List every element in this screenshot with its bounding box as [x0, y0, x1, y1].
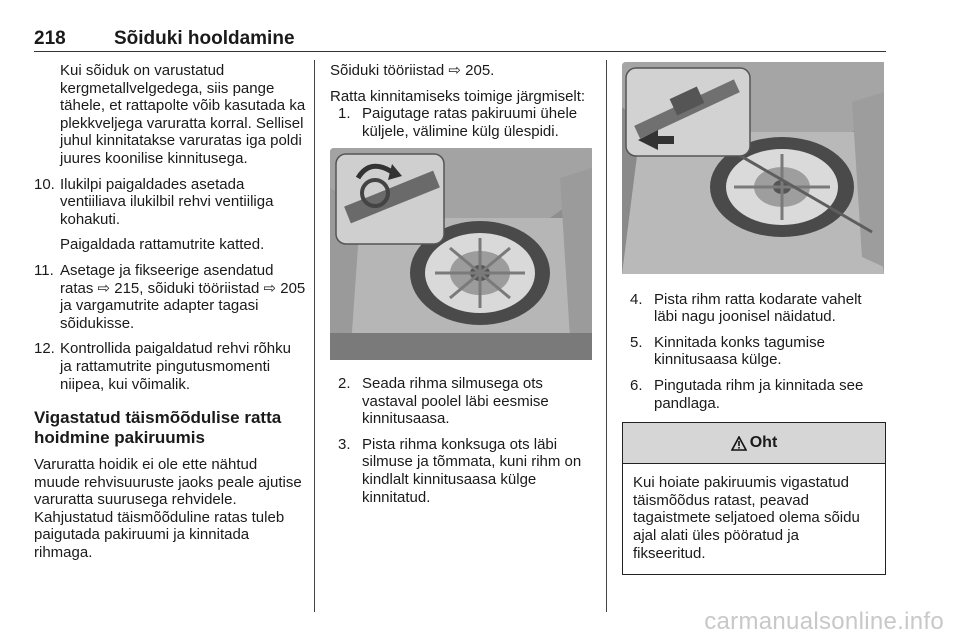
- tools-reference: Sõiduki tööriistad ⇨ 205.: [330, 62, 495, 79]
- section-paragraph: Varuratta hoidik ei ole ette nähtud muude rehvisuuruste jaoks peale ajutise varuratta suurusega rehvidele. Kahjustatud täismõõduline ratas tuleb paigutada pakiruumi ja kinnitada rihmaga.: [34, 456, 302, 562]
- list-item-10: 10. Ilukilpi paigaldades asetada ventiiliava ilukilbil rehvi ventiiliga kohakuti.: [34, 175, 274, 228]
- list-item-4: 4. Pista rihm ratta kodarate vahelt läbi nagu joonisel näidatud.: [630, 290, 862, 326]
- column-3: [622, 62, 888, 575]
- column-divider-1: [314, 60, 315, 612]
- column-divider-2: [606, 60, 607, 612]
- column-1: [34, 62, 306, 562]
- list-item-12: 12. Kontrollida paigaldatud rehvi rõhku ja rattamutrite pingutusmomenti niipea, kui võimalik.: [34, 340, 291, 393]
- warning-box: [622, 422, 886, 575]
- warning-text: Kui hoiate pakiruumis vigastatud täismõõdus ratast, peavad tagaistmete seljatoed olema sõidu ajal alati üles pööratud ja fikseeritud.: [633, 474, 860, 562]
- alloy-wheel-note: Kui sõiduk on varustatud kergmetallvelgedega, siis pange tähele, et rattapolte võib kasutada ka plekkveljega varuratta korral. Sellisel juhul kinnitatakse varuratas iga poldi juures koonilise kinnitusega.: [60, 62, 306, 167]
- column-2: [330, 62, 594, 506]
- section-heading: Vigastatud täismõõdulise ratta hoidmine pakiruumis: [34, 408, 282, 448]
- page-header: [34, 28, 886, 52]
- list-item-11: 11. Asetage ja fikseerige asendatud ratas ⇨ 215, sõiduki tööriistad ⇨ 205 ja vargamutrite adapter tagasi sõidukisse.: [34, 261, 306, 332]
- watermark: carmanualsonline.info: [704, 608, 944, 635]
- list-item-2: 2. Seada rihma silmusega ots vastaval poolel läbi eesmise kinnitusaasa.: [338, 374, 549, 428]
- strap-illustration: [622, 62, 884, 274]
- warning-triangle-icon: [731, 436, 747, 451]
- list-item-10-extra: Paigaldada rattamutrite katted.: [60, 236, 265, 254]
- list-item-1: 1. Paigutage ratas pakiruumi ühele küljele, välimine külg ülespidi.: [338, 105, 578, 140]
- steps-intro: Ratta kinnitamiseks toimige järgmiselt:: [330, 87, 586, 105]
- list-item-3: 3. Pista rihma konksuga ots läbi silmuse ja tõmmata, kuni rihm on kindlalt kinnitusaasa külge kinnitatud.: [338, 435, 582, 506]
- warning-title: Oht: [749, 434, 778, 452]
- figure-strap-through-spokes: [622, 62, 888, 279]
- list-item-5: 5. Kinnitada konks tagumise kinnitusaasa külge.: [630, 333, 825, 369]
- header-rule: [34, 51, 886, 52]
- page-title: Sõiduki hooldamine: [114, 28, 295, 49]
- trunk-wheel-illustration: [330, 148, 592, 360]
- list-item-6: 6. Pingutada rihm ja kinnitada see pandlaga.: [630, 376, 864, 412]
- warning-header: [623, 423, 885, 464]
- page-number: 218: [34, 28, 66, 49]
- figure-wheel-in-trunk: [330, 148, 594, 365]
